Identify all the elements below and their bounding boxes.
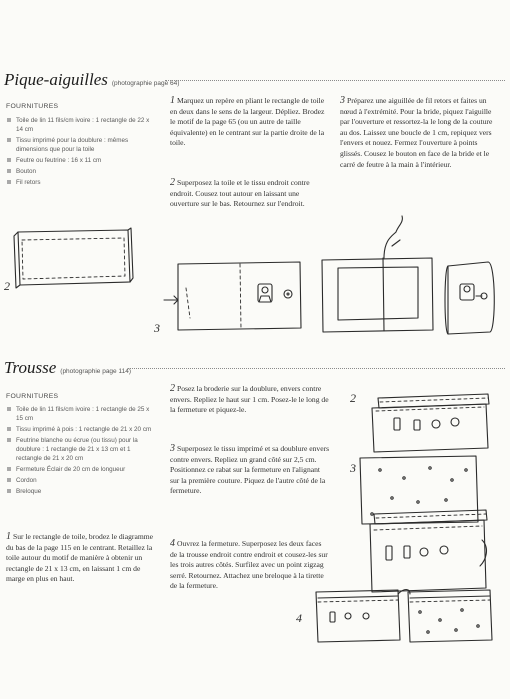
photo-reference: (photographie page 64): [111, 80, 180, 87]
figure-label-3: 3: [350, 461, 356, 475]
step-text: Superposez la toile et le tissu endroit contre endroit. Cousez tout autour en laissant une ouverture sur le bas. Retournez sur l'endroit.: [170, 178, 310, 209]
step-text: Superposez le tissu imprimé et sa doublure envers contre envers. Repliez un grand côté sur 2,5 cm. Positionnez ce rabat sur la fermeture en l'alignant sur la première couture. Piquez de l'autre côté de la fermeture.: [170, 444, 330, 496]
step-number: 3: [170, 443, 175, 454]
step-text: Ouvrez la fermeture. Superposez les deux faces de la trousse endroit contre endroit et cousez-les sur les trois autres côtés. Surfilez avec un point zigzag serré. Retournez. Attachez une breloque à la tirette de la fermeture.: [170, 539, 328, 591]
material-item: Toile de lin 11 fils/cm ivoire : 1 rectangle de 25 x 15 cm: [6, 405, 156, 423]
fournitures-label: FOURNITURES: [6, 103, 59, 110]
fournitures-label: FOURNITURES: [6, 393, 59, 400]
material-item: Tissu imprimé à pois : 1 rectangle de 21 x 20 cm: [6, 425, 156, 434]
material-item: Feutre ou feutrine : 16 x 11 cm: [6, 156, 156, 165]
figure-3-sketch: [360, 456, 487, 592]
figure-label-2: 2: [4, 279, 10, 293]
step-text: Sur le rectangle de toile, brodez le diagramme du bas de la page 115 en le centrant. Retaillez la toile autour du motif de manière à obtenir un rectangle de 21 x 13 cm, en laissant 1 cm de marge en plus en haut.: [6, 532, 154, 584]
material-item: Toile de lin 11 fils/cm ivoire : 1 rectangle de 22 x 14 cm: [6, 116, 156, 134]
step-text: Marquez un repère en pliant le rectangle de toile en deux dans le sens de la largeur. Dépliez. Brodez le motif de la page 65 (ou un autre de taille équivalente) en le centrant sur la partie droite de la toile.: [170, 96, 325, 148]
step-text: Posez la broderie sur la doublure, envers contre envers. Repliez le haut sur 1 cm. Posez-le le long de la fermeture et piquez-le.: [170, 384, 329, 415]
title-text: Trousse: [4, 358, 57, 377]
material-item: Tissu imprimé pour la doublure : mêmes dimensions que pour la toile: [6, 136, 156, 154]
figure-label-2: 2: [350, 391, 356, 405]
figure-label-3: 3: [154, 321, 160, 335]
step-number: 2: [170, 177, 175, 188]
material-item: Cordon: [6, 476, 156, 485]
step-number: 3: [340, 95, 345, 106]
step-number: 4: [170, 538, 175, 549]
material-item: Fil retors: [6, 178, 156, 187]
photo-reference: (photographie page 114): [60, 368, 131, 375]
title-text: Pique-aiguilles: [4, 70, 108, 89]
material-item: Bouton: [6, 167, 156, 176]
figure-2-sketch: [372, 394, 489, 452]
material-item: Breloque: [6, 487, 156, 496]
step-text: Préparez une aiguillée de fil retors et faites un nœud à l'extrémité. Pour la bride, piquez l'aiguille par l'ouverture et ressortez-la le long de la couture au dos. Laissez une boucle de 1 cm, repiquez vers l'envers et nouez. Fermez l'ouverture à points glissés. Cousez le bouton en face de la bride et le carré de feutre à la main à l'intérieur.: [340, 96, 493, 169]
material-item: Feutrine blanche ou écrue (ou tissu) pour la doublure : 1 rectangle de 21 x 13 cm et 1 rectangle de 21 x 20 cm: [6, 436, 156, 463]
step-number: 1: [170, 95, 175, 106]
step-number: 2: [170, 383, 175, 394]
figure-label-4: 4: [296, 611, 302, 625]
material-item: Fermeture Éclair de 20 cm de longueur: [6, 465, 156, 474]
figure-4-sketch: [316, 590, 492, 643]
step-number: 1: [6, 531, 11, 542]
